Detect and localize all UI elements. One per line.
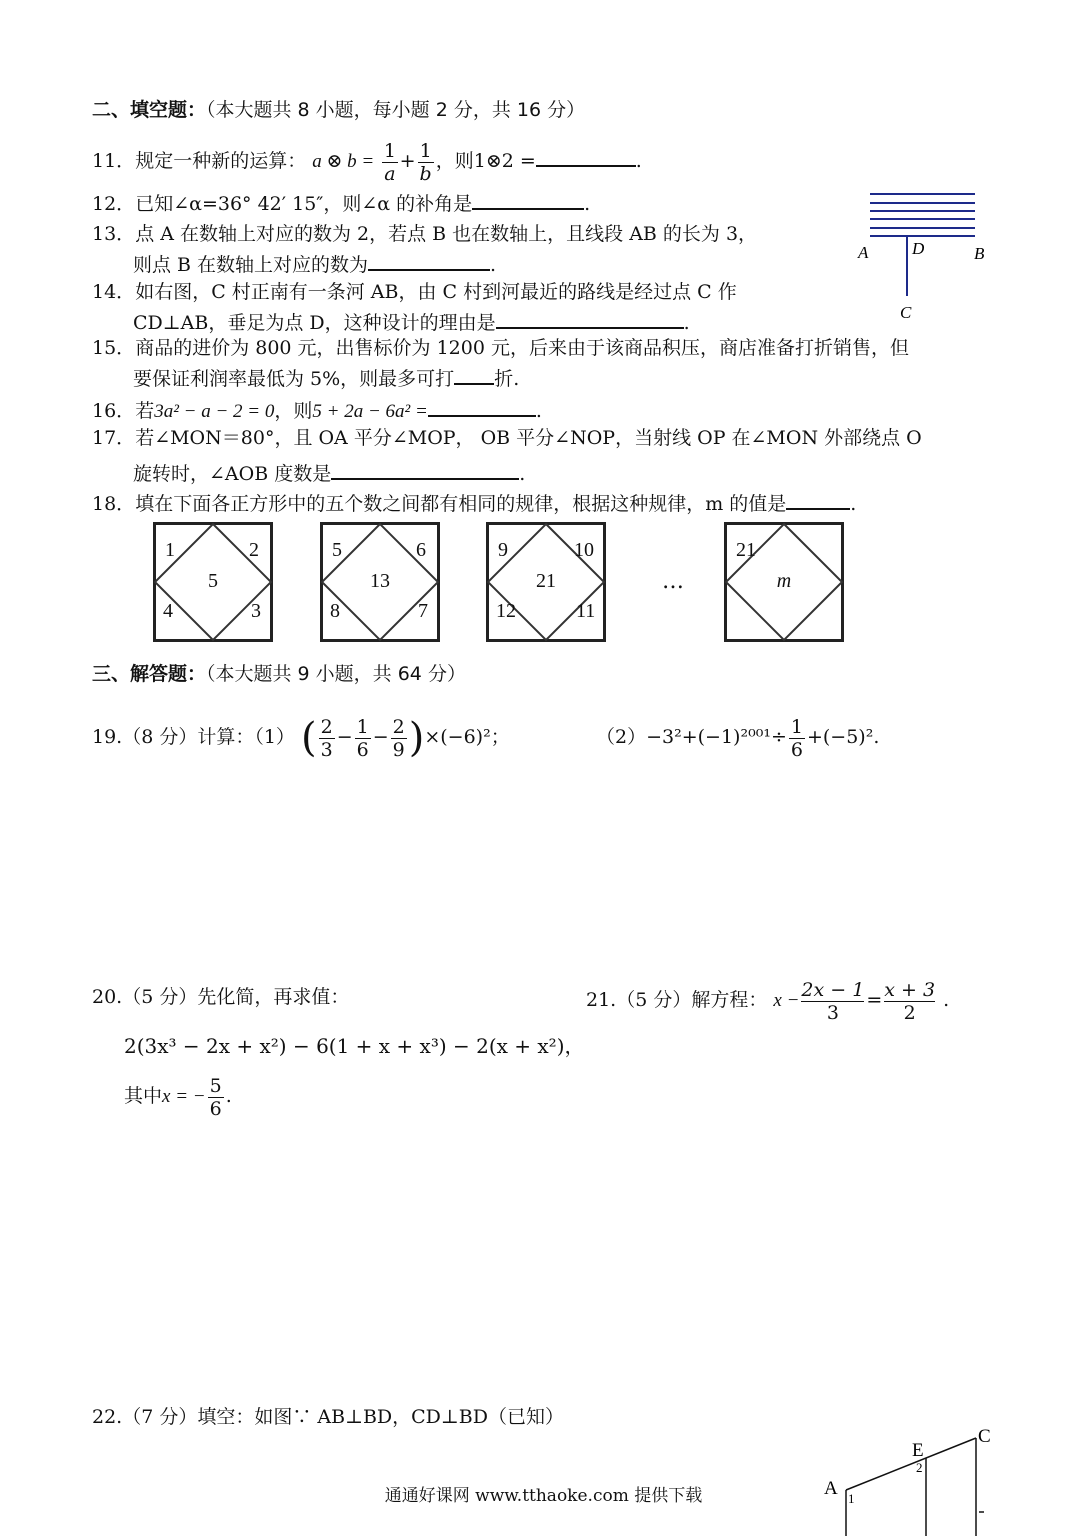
q17-answer-blank[interactable] <box>331 460 519 480</box>
q11-fraction-1 <box>382 140 397 185</box>
question-19-part-2 <box>596 708 879 766</box>
section-3-title: 三、解答题： <box>92 663 207 685</box>
q19-part2-num: 1 <box>790 715 803 738</box>
q13-answer-blank[interactable] <box>368 251 490 271</box>
q15-number: 15． <box>92 337 136 359</box>
q22-label-a: A <box>824 1478 838 1499</box>
q20-where <box>124 1068 232 1125</box>
q14-line-2-text: CD⊥AB，垂足为点 D，这种设计的理由是 <box>133 312 496 334</box>
q19-part2-den: 6 <box>790 738 803 761</box>
q21-fraction-2 <box>884 979 935 1024</box>
q12-text: 已知∠α=36° 42′ 15″，则∠α 的补角是 <box>135 193 473 215</box>
q18-square-3-tr: 10 <box>574 539 594 561</box>
q18-square-2-bl: 8 <box>330 600 340 622</box>
question-15 <box>92 336 909 360</box>
q19-f3-den: 9 <box>392 738 405 761</box>
river-figure <box>850 186 1000 326</box>
q19-part2-label: （2） <box>596 726 647 748</box>
q22-label-c: C <box>978 1426 991 1447</box>
q18-square-2-c: 13 <box>370 570 390 592</box>
q18-end: . <box>850 493 857 515</box>
question-20 <box>92 985 349 1009</box>
q20-x-eq: x = − <box>162 1086 206 1107</box>
q11-frac1-den: a <box>384 162 396 185</box>
q22-number: 22. <box>92 1406 123 1428</box>
q18-square-3 <box>486 522 606 642</box>
q14-number: 14． <box>92 281 136 303</box>
q16-answer-blank[interactable] <box>428 397 536 417</box>
river-label-d: D <box>912 239 925 258</box>
q11-frac2-den: b <box>419 162 432 185</box>
q11-plus: + <box>399 150 416 172</box>
q13-number: 13． <box>92 223 136 245</box>
q21-number: 21. <box>586 989 617 1011</box>
q16-number: 16． <box>92 400 136 422</box>
q22-angle-2: 2 <box>916 1460 923 1475</box>
q21-f1-den: 3 <box>801 1001 864 1024</box>
q19-fraction-2 <box>355 716 371 761</box>
q18-square-1-bl: 4 <box>163 600 173 622</box>
q18-square-1-tr: 2 <box>249 539 259 561</box>
q11-number: 11． <box>92 150 136 172</box>
q11-ask: 1⊗2 = <box>473 150 536 172</box>
q18-square-1 <box>153 522 273 642</box>
q19-part2-expression-b: +(−5)² <box>806 726 874 748</box>
q19-minus-2: − <box>372 726 389 748</box>
question-19 <box>92 708 510 767</box>
q21-end: . <box>943 989 950 1011</box>
q20-where-label: 其中 <box>124 1085 163 1107</box>
q20-frac-den: 6 <box>209 1097 222 1120</box>
section-2-heading <box>92 98 585 122</box>
q18-text: 填在下面各正方形中的五个数之间都有相同的规律，根据这种规律，m 的值是 <box>135 493 787 515</box>
q13-line-2-text: 则点 B 在数轴上对应的数为 <box>133 254 369 276</box>
q17-end: . <box>519 463 526 485</box>
q17-number: 17． <box>92 427 136 449</box>
q18-square-4 <box>724 522 844 642</box>
q19-end: . <box>873 726 880 748</box>
section-2-note: （本大题共 8 小题，每小题 2 分，共 16 分） <box>206 99 586 121</box>
q21-x: x − <box>773 990 800 1011</box>
q19-f2-den: 6 <box>356 738 369 761</box>
q18-square-2 <box>320 522 440 642</box>
q16-expression-1: 3a² − a − 2 = 0 <box>154 401 275 422</box>
question-21 <box>586 972 949 1029</box>
q11-answer-blank[interactable] <box>536 147 636 167</box>
q19-paren-left: ( <box>300 715 317 761</box>
q19-part2-fraction <box>789 716 805 761</box>
q16-end: . <box>535 400 542 422</box>
q21-eq: = <box>866 989 883 1011</box>
q19-paren-right: ) <box>408 715 425 761</box>
q20-frac-num: 5 <box>209 1074 222 1097</box>
q21-score: （5 分）解方程： <box>616 989 768 1011</box>
q15-line-2-end: 折. <box>494 368 520 390</box>
question-16 <box>92 397 542 424</box>
q21-fraction-1 <box>801 979 864 1024</box>
q11-frac2-num: 1 <box>419 139 432 162</box>
q11-end: . <box>635 150 642 172</box>
q12-number: 12． <box>92 193 136 215</box>
q18-square-3-c: 21 <box>536 570 556 592</box>
question-18 <box>92 490 856 516</box>
q20-end: . <box>225 1085 232 1107</box>
q19-f1-num: 2 <box>320 715 333 738</box>
q19-score: （8 分）计算：（1） <box>122 726 295 748</box>
river-label-c: C <box>900 303 912 322</box>
q22-label-e: E <box>912 1440 924 1461</box>
q17-line-1: 若∠MON＝80°，且 OA 平分∠MOP， OB 平分∠NOP，当射线 OP 在∠MON 外部绕点 O <box>135 427 922 449</box>
q20-fraction <box>208 1075 224 1120</box>
q15-line-2-text: 要保证利润率最低为 5%，则最多可打 <box>133 368 455 390</box>
section-3-heading <box>92 662 466 686</box>
q11-fraction-2 <box>418 140 434 185</box>
question-15-line-2 <box>133 365 519 391</box>
q18-square-2-tr: 6 <box>416 539 426 561</box>
q19-minus-1: − <box>336 726 353 748</box>
q17-line-2-text: 旋转时，∠AOB 度数是 <box>133 463 332 485</box>
question-22 <box>92 1405 564 1429</box>
q13-line-1: 点 A 在数轴上对应的数为 2，若点 B 也在数轴上，且线段 AB 的长为 3， <box>135 223 758 245</box>
q18-number: 18． <box>92 493 136 515</box>
q19-times: ×(−6)²； <box>424 726 510 748</box>
q21-f1-num: 2x − 1 <box>801 978 865 1001</box>
q12-answer-blank[interactable] <box>472 190 584 210</box>
q18-square-4-tl: 21 <box>736 539 756 561</box>
q14-answer-blank[interactable] <box>496 309 684 329</box>
question-17 <box>92 426 922 450</box>
q22-text: （7 分）填空：如图∵ AB⊥BD，CD⊥BD（已知） <box>122 1406 564 1428</box>
q19-fraction-3 <box>391 716 407 761</box>
q15-answer-blank[interactable] <box>454 365 494 385</box>
q18-ellipsis: … <box>662 569 684 594</box>
q18-square-1-br: 3 <box>251 600 261 622</box>
q18-square-1-tl: 1 <box>165 539 175 561</box>
q20-number: 20. <box>92 986 123 1008</box>
question-14-line-2 <box>133 309 690 335</box>
q14-line-1: 如右图，C 村正南有一条河 AB，由 C 村到河最近的路线是经过点 C 作 <box>135 281 737 303</box>
q18-square-1-c: 5 <box>208 570 218 592</box>
q19-part2-expression: −3²+(−1)²⁰⁰¹÷ <box>646 726 787 748</box>
q16-pre: 若 <box>135 400 155 422</box>
q18-answer-blank[interactable] <box>786 490 850 510</box>
q18-square-2-tl: 5 <box>332 539 342 561</box>
q18-square-3-tl: 9 <box>498 539 508 561</box>
q14-end: . <box>683 312 690 334</box>
question-13-line-2 <box>133 251 496 277</box>
q22-figure <box>818 1424 998 1536</box>
q22-angle-1: 1 <box>848 1491 855 1506</box>
section-2-title: 二、填空题： <box>92 99 207 121</box>
question-12 <box>92 190 590 216</box>
q12-end: . <box>584 193 591 215</box>
q11-text: 规定一种新的运算： <box>135 150 307 172</box>
question-14 <box>92 280 737 304</box>
q19-f1-den: 3 <box>320 738 333 761</box>
q11-frac1-num: 1 <box>383 139 396 162</box>
section-3-note: （本大题共 9 小题，共 64 分） <box>206 663 466 685</box>
q19-f3-num: 2 <box>392 715 405 738</box>
page-footer: 通通好课网 www.tthaoke.com 提供下载 <box>384 1486 703 1506</box>
q18-square-3-bl: 12 <box>496 600 516 622</box>
q18-square-2-br: 7 <box>418 600 428 622</box>
question-17-line-2 <box>133 460 525 486</box>
q15-line-1: 商品的进价为 800 元，出售标价为 1200 元，后来由于该商品积压，商店准备打折销售，但 <box>135 337 909 359</box>
q13-end: . <box>490 254 497 276</box>
q21-f2-num: x + 3 <box>884 978 936 1001</box>
q18-square-3-br: 11 <box>576 600 596 622</box>
q18-square-4-c: m <box>776 570 792 592</box>
q11-expression: a ⊗ b = <box>312 151 375 172</box>
q19-number: 19. <box>92 726 123 748</box>
q21-f2-den: 2 <box>884 1001 935 1024</box>
river-label-b: B <box>974 244 985 263</box>
q20-expression: 2(3x³ − 2x + x²) − 6(1 + x + x³) − 2(x + x²)， <box>124 1034 585 1058</box>
q16-mid: ，则 <box>274 400 313 422</box>
q19-f2-num: 1 <box>356 715 369 738</box>
q11-tail: ，则 <box>435 150 474 172</box>
q20-score: （5 分）先化简，再求值： <box>122 986 350 1008</box>
q19-fraction-1 <box>319 716 335 761</box>
q16-expression-2: 5 + 2a − 6a² = <box>312 401 428 422</box>
question-11 <box>92 132 642 191</box>
question-13 <box>92 222 757 246</box>
river-label-a: A <box>858 243 869 262</box>
